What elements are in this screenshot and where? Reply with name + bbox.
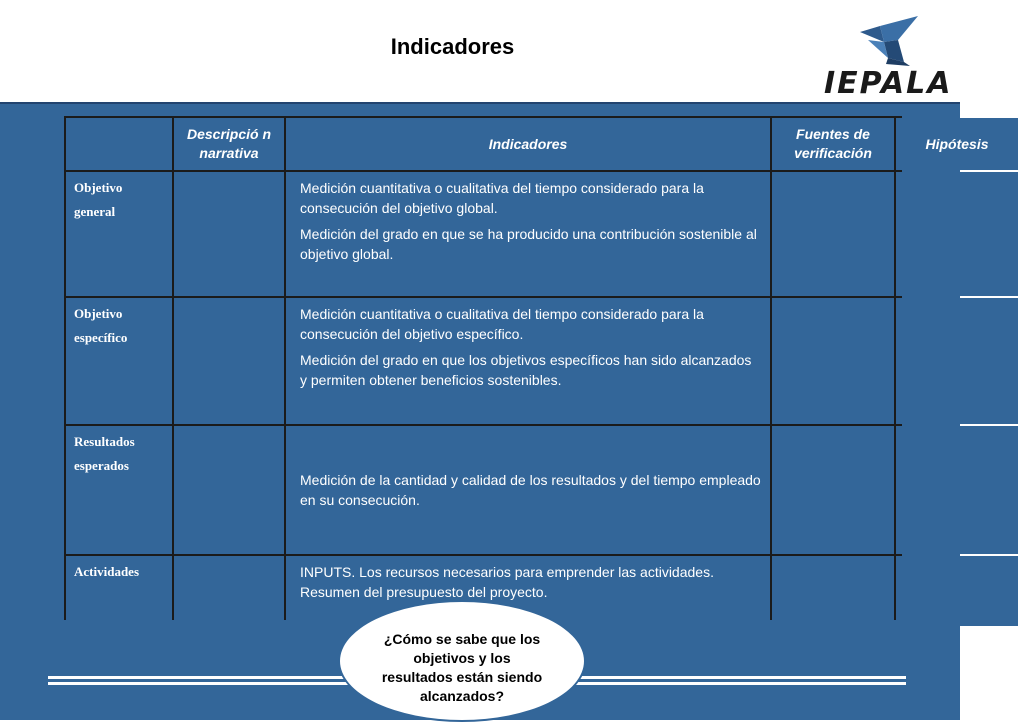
header-hipotesis: Hipótesis [896,118,1018,170]
header-fuentes: Fuentes de verificación [772,118,894,170]
cell-sources [772,172,894,296]
iepala-logo [820,10,953,101]
cell-description [174,556,284,626]
origami-bird-icon [858,14,922,66]
cell-indicators [286,426,770,554]
indicator-text: Medición cuantitativa o cualitativa del tiempo considerado para la consecución del objetivo global. [300,180,704,216]
slide-header [0,0,960,102]
cell-indicators [286,298,770,424]
cell-hypotheses [896,172,1018,296]
row-label-objetivo-especifico: Objetivo específico [66,298,172,424]
cell-hypotheses [896,556,1018,626]
cell-description [174,172,284,296]
logframe-table [64,116,989,620]
cell-description [174,298,284,424]
indicator-text: Medición de la cantidad y calidad de los resultados y del tiempo empleado en su consecución. [300,472,761,508]
cell-indicators [286,172,770,296]
row-label-actividades: Actividades [66,556,172,626]
indicator-text: Medición cuantitativa o cualitativa del tiempo considerado para la consecución del objetivo específico. [300,306,704,342]
callout-text: ¿Cómo se sabe que los objetivos y los resultados están siendo alcanzados? [381,631,543,704]
indicator-text: Medición del grado en que los objetivos específicos han sido alcanzados y permiten obtener beneficios sostenibles. [300,352,752,388]
cell-sources [772,426,894,554]
indicator-text: Medición del grado en que se ha producido una contribución sostenible al objetivo global. [300,226,757,262]
cell-hypotheses [896,426,1018,554]
cell-description [174,426,284,554]
cell-hypotheses [896,298,1018,424]
cell-sources [772,556,894,626]
header-descripcion: Descripció n narrativa [174,118,284,170]
header-indicadores: Indicadores [286,118,770,170]
question-callout [338,600,586,722]
logo-text: IEPALA [824,66,953,101]
row-label-resultados-esperados: Resultados esperados [66,426,172,554]
page-title: Indicadores [390,34,515,59]
header-corner [66,118,172,170]
cell-sources [772,298,894,424]
indicator-text: INPUTS. Los recursos necesarios para emprender las actividades. Resumen del presupuesto del proyecto. [300,564,714,600]
row-label-objetivo-general: Objetivo general [66,172,172,296]
